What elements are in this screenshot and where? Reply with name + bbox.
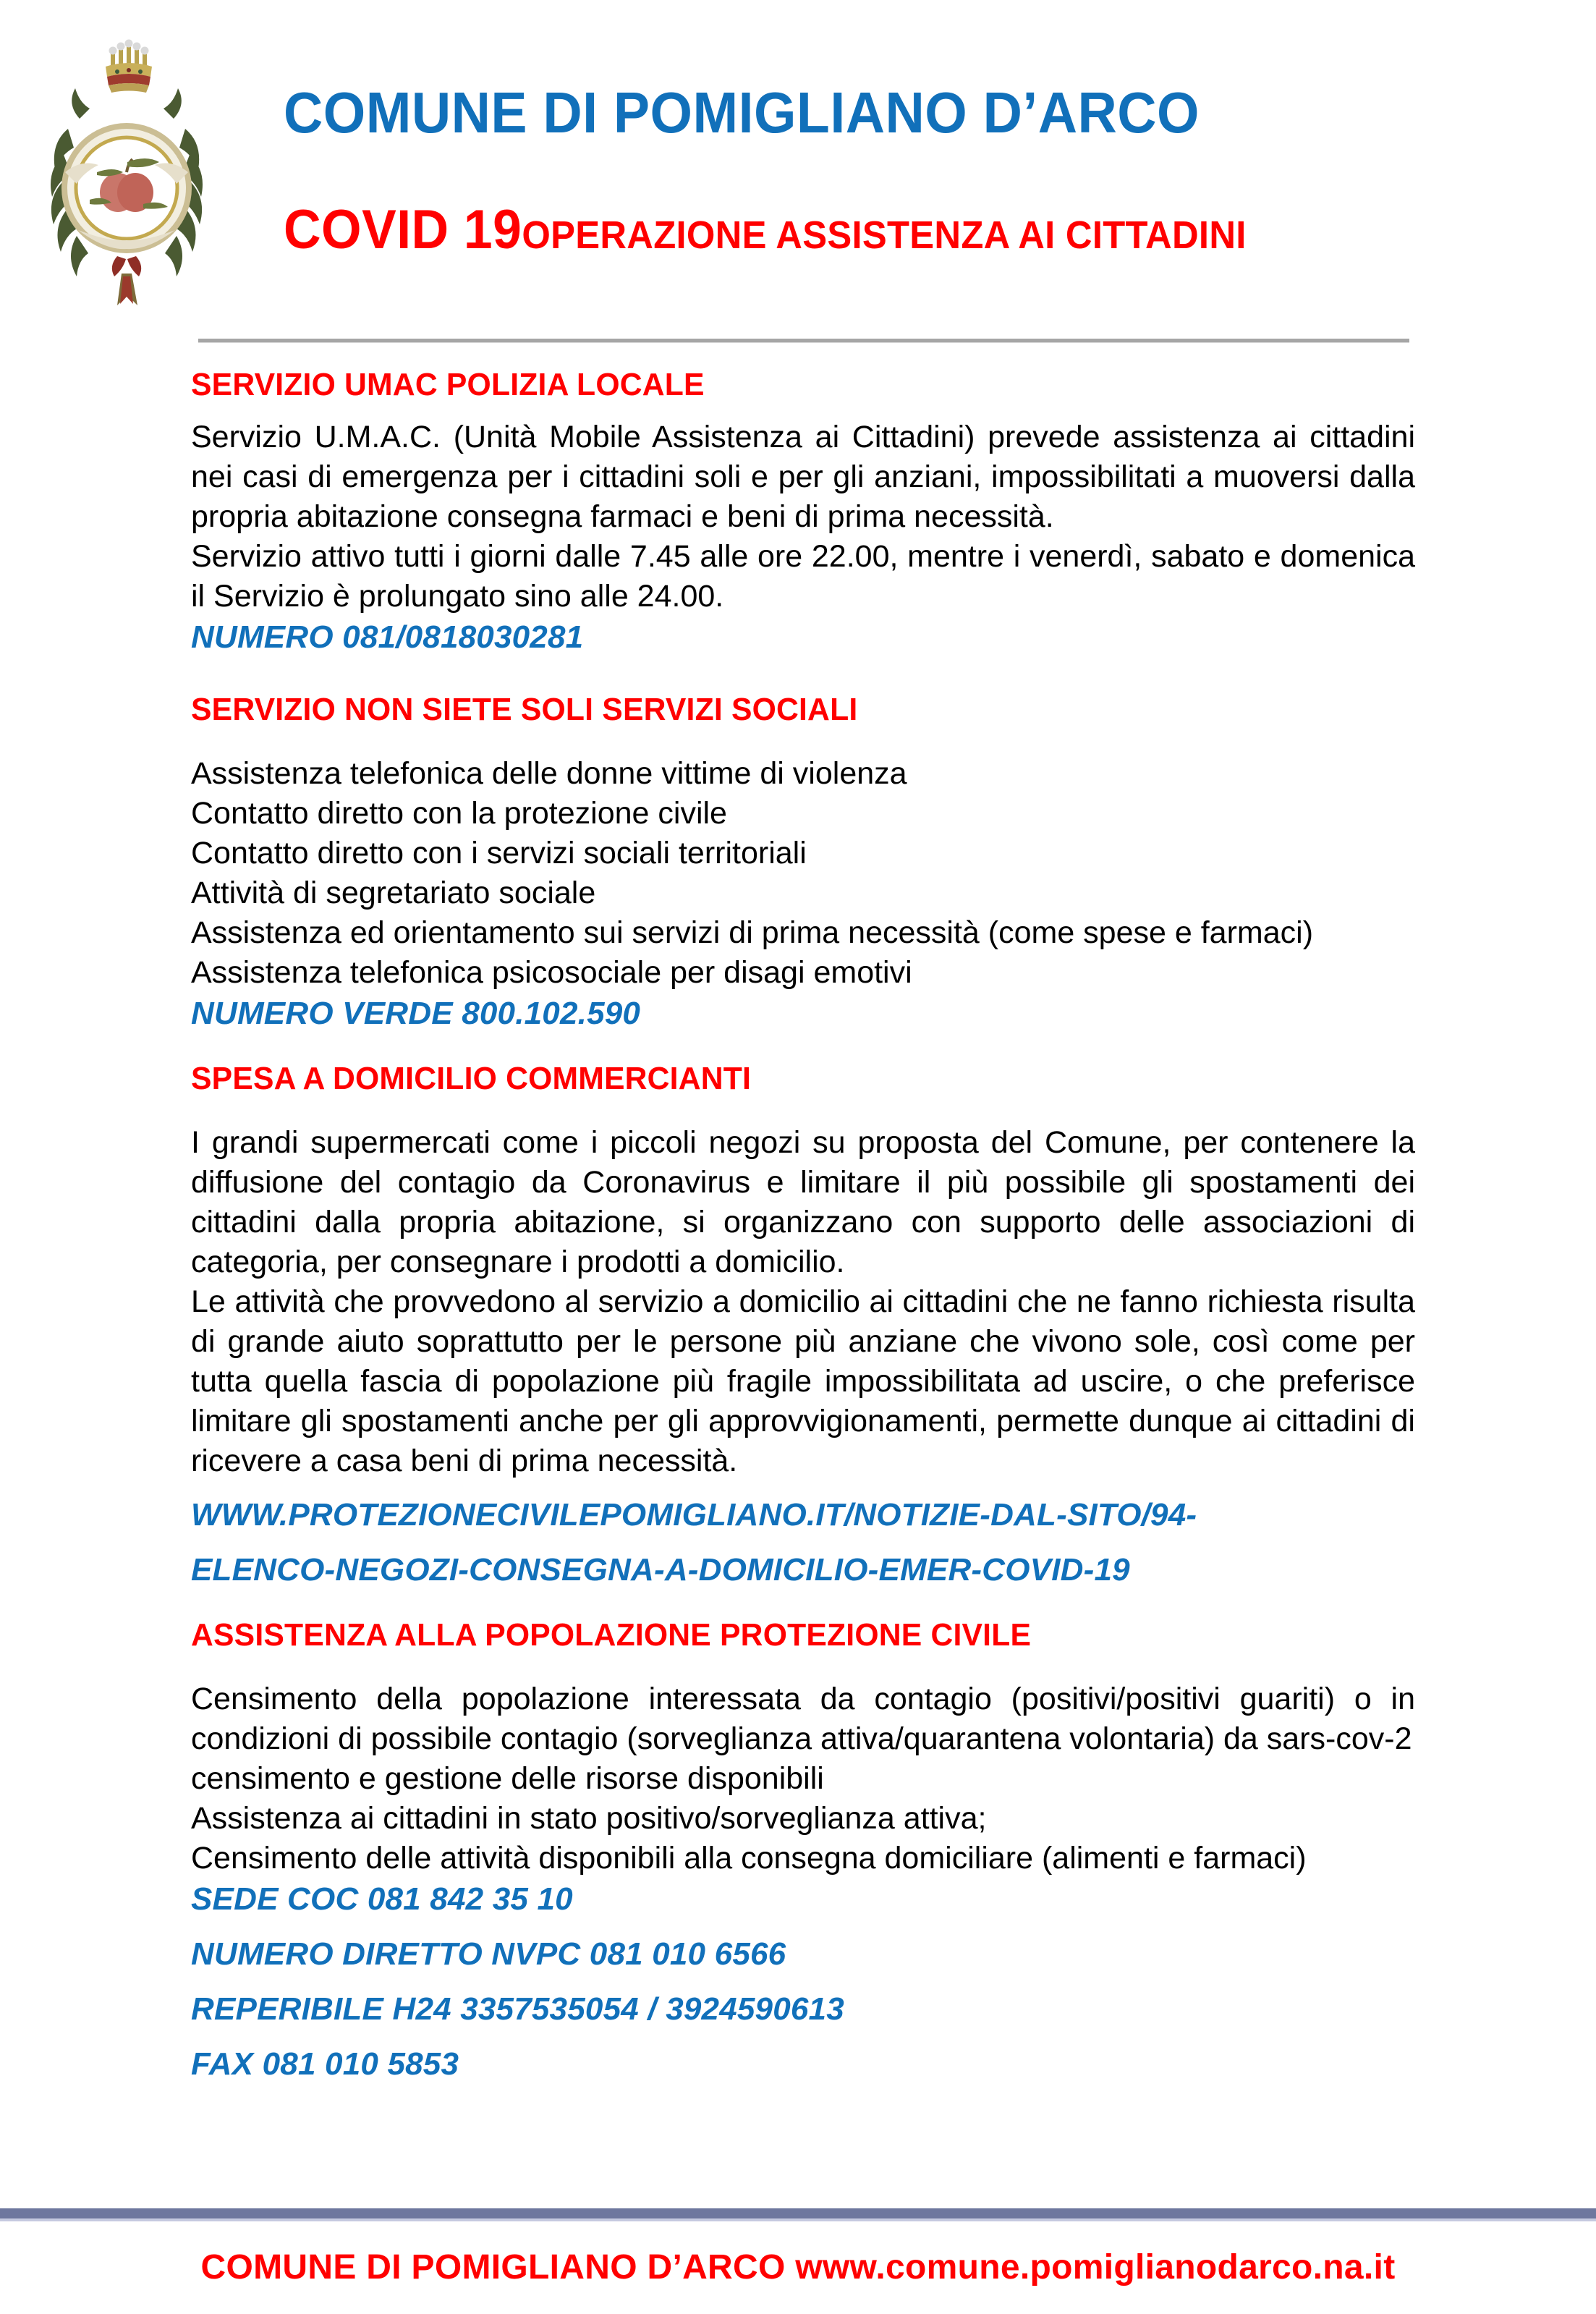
document-body <box>191 365 1415 2085</box>
operation-label: OPERAZIONE ASSISTENZA AI CITTADINI <box>522 213 1247 257</box>
covid-label: COVID 19 <box>284 199 522 260</box>
website-link-line-1[interactable]: WWW.PROTEZIONECIVILEPOMIGLIANO.IT/NOTIZIE-DAL-SITO/94- <box>191 1497 1197 1533</box>
section-heading-umac: SERVIZIO UMAC POLIZIA LOCALE <box>191 367 705 402</box>
document-header <box>0 0 1596 340</box>
website-link-line-2[interactable]: ELENCO-NEGOZI-CONSEGNA-A-DOMICILIO-EMER-COVID-19 <box>191 1552 1130 1588</box>
section-heading-spesa-domicilio: SPESA A DOMICILIO COMMERCIANTI <box>191 1061 752 1096</box>
list-item: Assistenza telefonica delle donne vittime di violenza <box>191 756 907 791</box>
footer-text[interactable]: COMUNE DI POMIGLIANO D’ARCO www.comune.pomiglianodarco.na.it <box>200 2248 1396 2287</box>
list-item: Contatto diretto con i servizi sociali territoriali <box>191 836 807 870</box>
list-item: Censimento delle attività disponibili alla consegna domiciliare (alimenti e farmaci) <box>191 1841 1307 1876</box>
contact-number[interactable]: NUMERO VERDE 800.102.590 <box>191 996 641 1031</box>
footer-divider-bar <box>0 2208 1596 2221</box>
paragraph: Servizio U.M.A.C. (Unità Mobile Assistenza ai Cittadini) prevede assistenza ai cittadini nei casi di emergenza per i cittadini soli e per gli anziani, impossibilitati a muoversi dalla propria abitazione consegna farmaci e beni di prima necessità. <box>191 420 1415 534</box>
coat-of-arms-icon <box>36 27 217 311</box>
list-item: censimento e gestione delle risorse disponibili <box>191 1761 824 1796</box>
paragraph: Servizio attivo tutti i giorni dalle 7.45 alle ore 22.00, mentre i venerdì, sabato e domenica il Servizio è prolungato sino alle 24.00. <box>191 539 1415 614</box>
contact-number-nvpc[interactable]: NUMERO DIRETTO NVPC 081 010 6566 <box>191 1936 786 1972</box>
list-item: Contatto diretto con la protezione civile <box>191 796 727 831</box>
paragraph: Le attività che provvedono al servizio a domicilio ai cittadini che ne fanno richiesta risulta di grande aiuto soprattutto per le persone più anziane che vivono sole, così come per tutta quella fascia di popolazione più fragile impossibilitata ad uscire, o che preferisce limitare gli spostamenti anche per gli approvvigionamenti, permette dunque ai cittadini di ricevere a casa beni di prima necessità. <box>191 1284 1415 1478</box>
section-heading-protezione-civile: ASSISTENZA ALLA POPOLAZIONE PROTEZIONE CIVILE <box>191 1617 1032 1653</box>
header-divider <box>198 339 1409 343</box>
contact-number-sede-coc[interactable]: SEDE COC 081 842 35 10 <box>191 1881 573 1917</box>
page-subtitle <box>284 146 1372 261</box>
header-titles <box>284 0 1441 261</box>
page-title: COMUNE DI POMIGLIANO D’ARCO <box>284 80 1200 145</box>
paragraph: Censimento della popolazione interessata da contagio (positivi/positivi guariti) o in condizioni di possibile contagio (sorveglianza attiva/quarantena volontaria) da sars-cov-2 <box>191 1682 1415 1756</box>
paragraph: I grandi supermercati come i piccoli negozi su proposta del Comune, per contenere la diffusione del contagio da Coronavirus e limitare il più possibile gli spostamenti dei cittadini dalla propria abitazione, si organizzano con supporto delle associazioni di categoria, per consegnare i prodotti a domicilio. <box>191 1125 1415 1279</box>
list-item: Assistenza ai cittadini in stato positivo/sorveglianza attiva; <box>191 1801 987 1836</box>
list-item: Assistenza telefonica psicosociale per disagi emotivi <box>191 955 912 990</box>
contact-number-reperibile[interactable]: REPERIBILE H24 3357535054 / 3924590613 <box>191 1991 844 2027</box>
list-item: Attività di segretariato sociale <box>191 876 596 910</box>
contact-number-fax[interactable]: FAX 081 010 5853 <box>191 2046 459 2082</box>
section-heading-servizi-sociali: SERVIZIO NON SIETE SOLI SERVIZI SOCIALI <box>191 692 858 727</box>
list-item: Assistenza ed orientamento sui servizi di prima necessità (come spese e farmaci) <box>191 915 1314 950</box>
contact-number[interactable]: NUMERO 081/0818030281 <box>191 619 584 655</box>
